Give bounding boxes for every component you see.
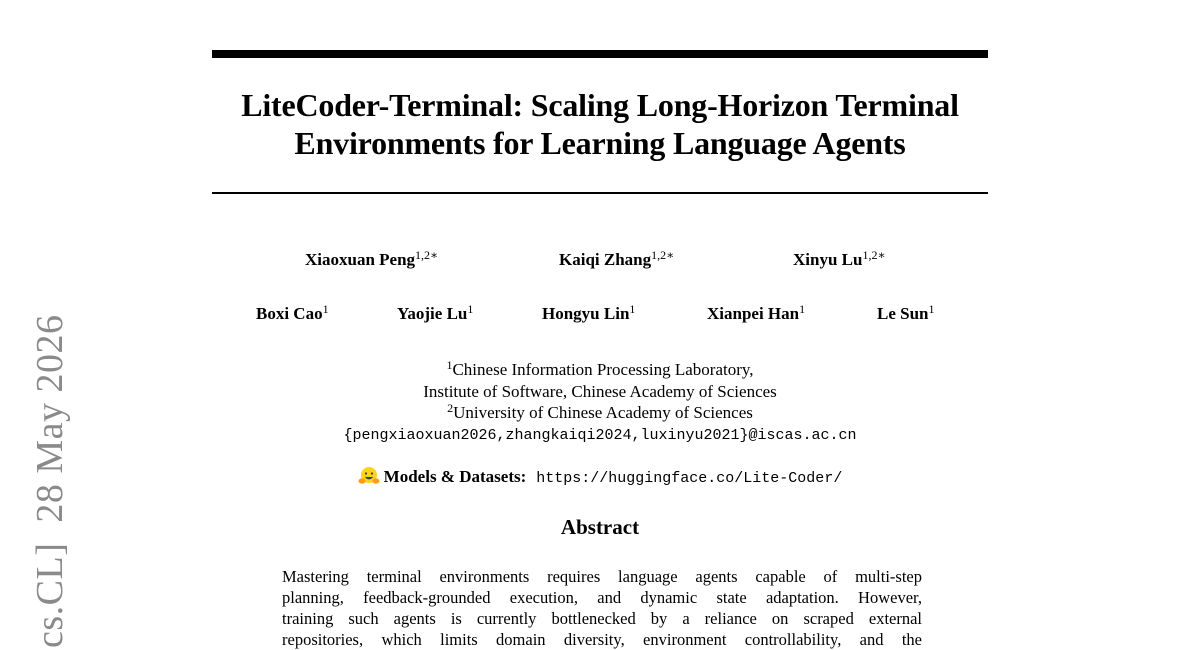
author-kaiqi-zhang [559, 250, 674, 270]
author-le-sun [877, 304, 935, 324]
affiliation-2 [200, 402, 1000, 423]
models-datasets-row [200, 466, 1000, 490]
title-line: LiteCoder-Terminal: Scaling Long-Horizon Terminal [241, 87, 959, 123]
author-affiliation-marker: 1,2∗ [415, 248, 439, 262]
author-xiaoxuan-peng [305, 250, 438, 270]
author-name: Xianpei Han [707, 304, 800, 323]
affiliation-1-line-1 [200, 359, 1000, 380]
author-affiliation-marker: 1,2∗ [862, 248, 886, 262]
affiliation-marker: 1 [446, 358, 453, 372]
abstract-line: Mastering terminal environments requires language agents capable of multi-step [282, 567, 922, 586]
abstract-line: training such agents is currently bottlenecked by a reliance on scraped external [282, 609, 922, 628]
author-hongyu-lin [542, 304, 635, 324]
title-bottom-rule [212, 192, 988, 194]
models-datasets-label: Models & Datasets: [383, 467, 527, 486]
author-xinyu-lu [793, 250, 886, 270]
author-name: Boxi Cao [256, 304, 323, 323]
affiliation-1-line-2: Institute of Software, Chinese Academy of Sciences [423, 382, 777, 401]
affiliation-text: Chinese Information Processing Laboratory, [452, 360, 754, 379]
author-yaojie-lu [397, 304, 473, 324]
author-affiliation-marker: 1 [629, 302, 636, 316]
author-name: Kaiqi Zhang [559, 250, 652, 269]
author-name: Le Sun [877, 304, 929, 323]
abstract-line: repositories, which limits domain diversity, environment controllability, and the [282, 630, 922, 649]
abstract-heading: Abstract [560, 515, 640, 539]
author-affiliation-marker: 1 [322, 302, 329, 316]
author-name: Xiaoxuan Peng [305, 250, 416, 269]
affiliation-marker: 2 [447, 401, 454, 415]
huggingface-link[interactable]: https://huggingface.co/Lite-Coder/ [536, 470, 843, 487]
affiliation-text: University of Chinese Academy of Sciences [453, 403, 753, 422]
author-affiliation-marker: 1 [799, 302, 806, 316]
author-emails: {pengxiaoxuan2026,zhangkaiqi2024,luxinyu2021}@iscas.ac.cn [343, 427, 857, 444]
title-top-rule [212, 50, 988, 58]
author-boxi-cao [256, 304, 329, 324]
author-xianpei-han [707, 304, 805, 324]
arxiv-identifier-stamp: cs.CL] 28 May 2026 [29, 314, 71, 648]
author-name: Xinyu Lu [793, 250, 863, 269]
title-line: Environments for Learning Language Agents [294, 125, 906, 161]
author-name: Hongyu Lin [542, 304, 630, 323]
abstract-line: planning, feedback-grounded execution, and dynamic state adaptation. However, [282, 588, 922, 607]
author-affiliation-marker: 1,2∗ [651, 248, 675, 262]
author-affiliation-marker: 1 [928, 302, 935, 316]
abstract-body [282, 566, 922, 650]
author-name: Yaojie Lu [397, 304, 468, 323]
hugging-face-icon [358, 466, 380, 486]
author-affiliation-marker: 1 [467, 302, 474, 316]
paper-title [160, 86, 1040, 162]
